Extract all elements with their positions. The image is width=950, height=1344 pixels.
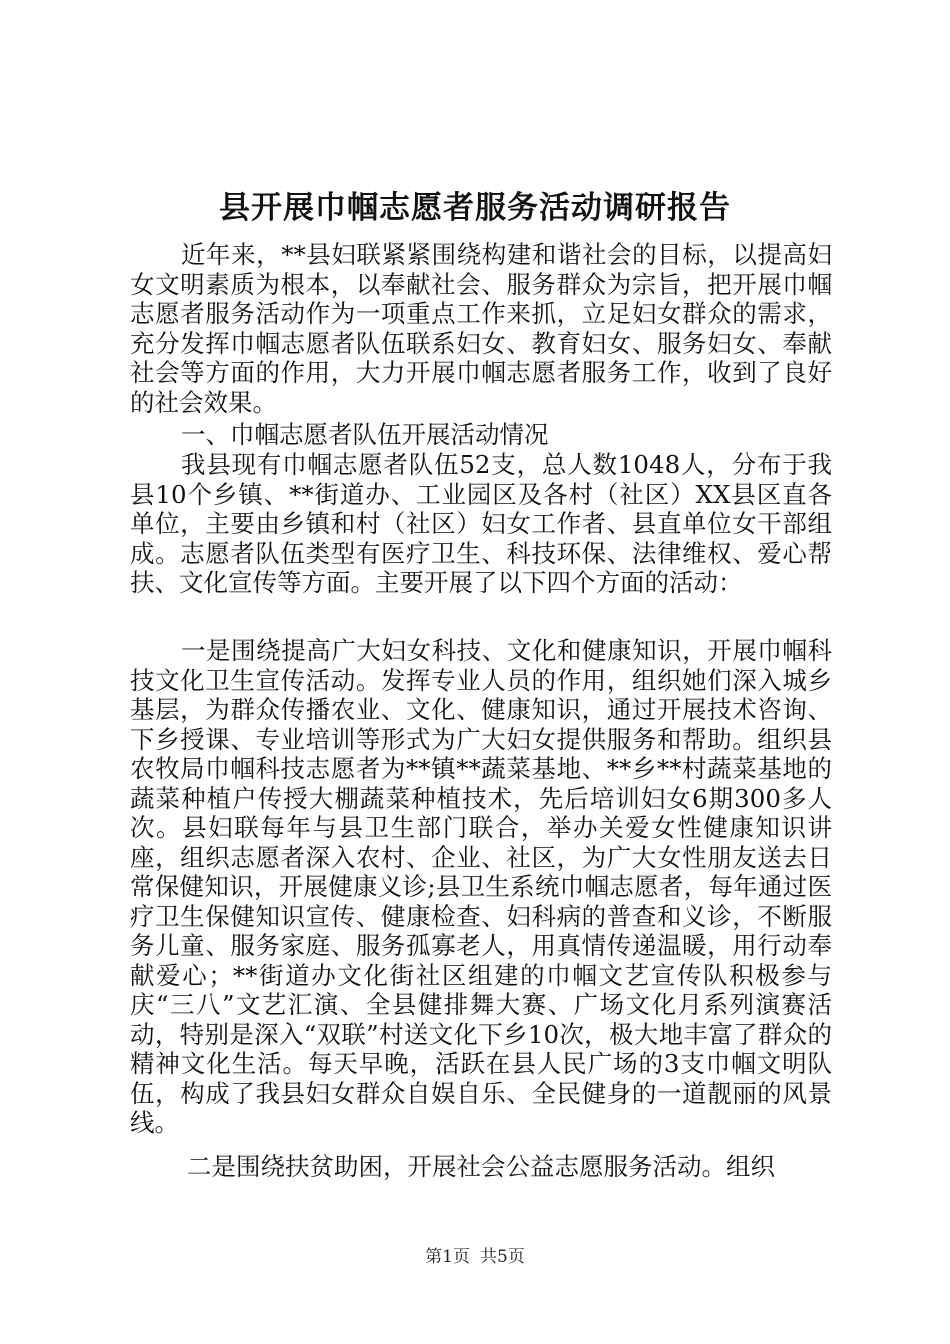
page-number: 第1页: [425, 1247, 470, 1267]
activity-one-paragraph: 一是围绕提高广大妇女科技、文化和健康知识，开展巾帼科技文化卫生宣传活动。发挥专业人员的作用，组织她们深入城乡基层，为群众传播农业、文化、健康知识，通过开展技术咨询、下乡授课、专业培训等形式为广大妇女提供服务和帮助。组织县农牧局巾帼科技志愿者为**镇**蔬菜基地、**乡**村蔬菜基地的蔬菜种植户传授大棚蔬菜种植技术，先后培训妇女6期300多人次。县妇联每年与县卫生部门联合，举办关爱女性健康知识讲座，组织志愿者深入农村、企业、社区，为广大女性朋友送去日常保健知识，开展健康义诊;县卫生系统巾帼志愿者，每年通过医疗卫生保健知识宣传、健康检查、妇科病的普查和义诊，不断服务儿童、服务家庭、服务孤寡老人，用真情传递温暖，用行动奉献爱心；**街道办文化街社区组建的巾帼文艺宣传队积极参与庆“三八”文艺汇演、全县健排舞大赛、广场文化月系列演赛活动，特别是深入“双联”村送文化下乡10次，极大地丰富了群众的精神文化生活。每天早晚，活跃在县人民广场的3支巾帼文明队伍，构成了我县妇女群众自娱自乐、全民健身的一道靓丽的风景线。: [130, 636, 832, 1137]
intro-paragraph: 近年来，**县妇联紧紧围绕构建和谐社会的目标，以提高妇女文明素质为根本，以奉献社会、服务群众为宗旨，把开展巾帼志愿者服务活动作为一项重点工作来抓，立足妇女群众的需求，充分发挥巾帼志愿者队伍联系妇女、教育妇女、服务妇女、奉献社会等方面的作用，大力开展巾帼志愿者服务工作，收到了良好的社会效果。: [130, 240, 832, 417]
page-total: 共5页: [480, 1247, 525, 1267]
page-footer: [0, 1246, 950, 1268]
section-heading: 一、巾帼志愿者队伍开展活动情况: [181, 420, 549, 449]
activity-two-paragraph: 二是围绕扶贫助困，开展社会公益志愿服务活动。组织: [187, 1152, 775, 1181]
document-title: 县开展巾帼志愿者服务活动调研报告: [219, 190, 731, 226]
team-paragraph: 我县现有巾帼志愿者队伍52支，总人数1048人，分布于我县10个乡镇、**街道办、工业园区及各村（社区）XX县区直各单位，主要由乡镇和村（社区）妇女工作者、县直单位女干部组成。志愿者队伍类型有医疗卫生、科技环保、法律维权、爱心帮扶、文化宣传等方面。主要开展了以下四个方面的活动：: [130, 450, 832, 597]
